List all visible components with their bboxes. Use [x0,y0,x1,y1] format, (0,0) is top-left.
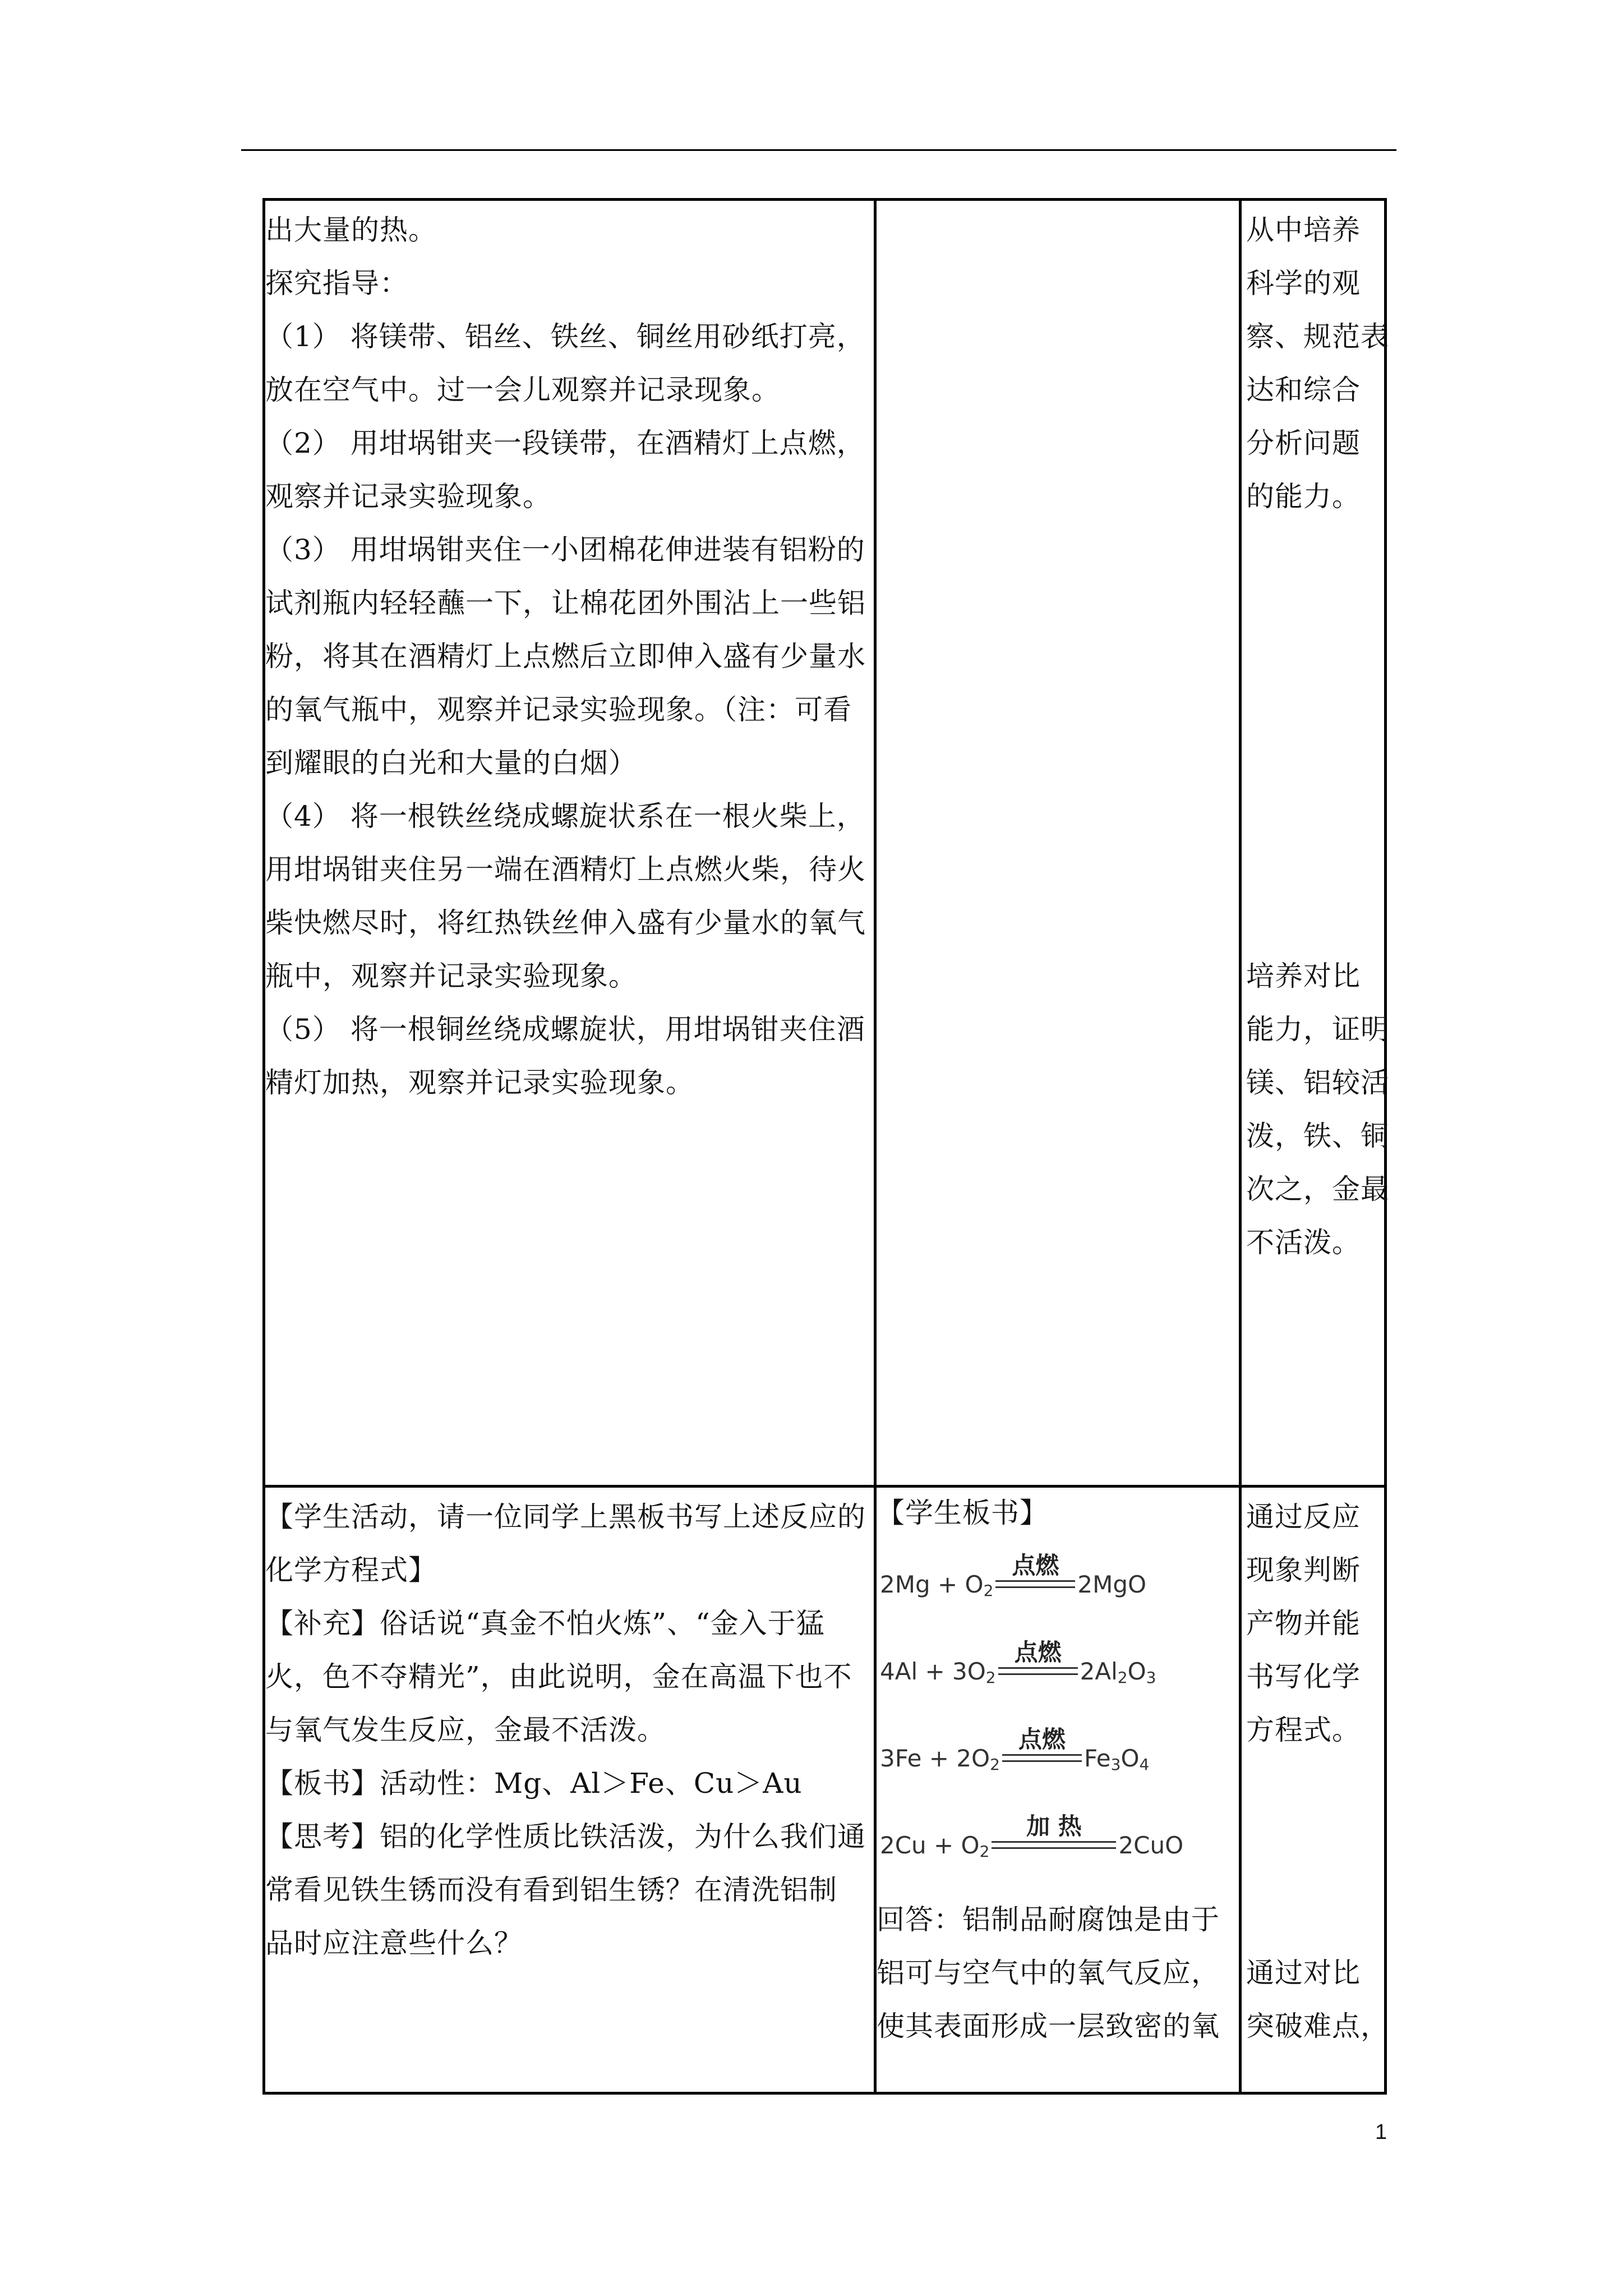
table-row [264,200,1386,1487]
text-line: 到耀眼的白光和大量的白烟） [265,747,637,779]
chemical-equation: $2Cu + O_2$ 加 热 2CuO [880,1829,1183,1862]
page-number: 1 [1375,2120,1387,2144]
text-line: 粉，将其在酒精灯上点燃后立即伸入盛有少量水 [265,640,866,673]
text-line: 火，色不夺精光”，由此说明，金在高温下也不 [265,1660,852,1693]
reaction-condition: 点燃 [996,1655,1080,1688]
text-line: 用坩埚钳夹住另一端在酒精灯上点燃火柴，待火 [265,853,866,886]
reaction-condition: 点燃 [1000,1742,1084,1775]
text-line: 不活泼。 [1246,1226,1361,1259]
chemical-equation: $4Al + 3O_2$ 点燃 $2Al_2O_3$ [880,1655,1156,1688]
text-line: 探究指导： [265,267,408,300]
text-line: 从中培养 [1246,214,1361,246]
reaction-condition: 加 热 [989,1829,1118,1862]
text-line: 通过对比 [1246,1957,1361,1989]
text-line: （2） 用坩埚钳夹一段镁带，在酒精灯上点燃， [265,427,865,459]
teacher-activity-cell [264,1487,875,2093]
text-line: 回答：铝制品耐腐蚀是由于 [877,1903,1220,1936]
text-line: （4） 将一根铁丝绕成螺旋状系在一根火柴上， [265,800,865,832]
text-line: 科学的观 [1246,267,1361,300]
section-title: 【学生板书】 [877,1497,1048,1529]
design-intent-cell [1241,200,1389,1487]
text-line: 放在空气中。过一会儿观察并记录现象。 [265,374,780,406]
text-line: 镁、铝较活 [1246,1066,1389,1099]
reaction-condition: 点燃 [993,1568,1077,1602]
table-row [264,1487,1386,2093]
text-line: 瓶中，观察并记录实验现象。 [265,960,637,992]
text-line: 柴快燃尽时，将红热铁丝伸入盛有少量水的氧气 [265,907,866,939]
text-line: 出大量的热。 [265,214,437,246]
text-line: 能力，证明 [1246,1013,1389,1046]
text-line: 【思考】铝的化学性质比铁活泼，为什么我们通 [265,1820,866,1853]
text-line: 泼，铁、铜 [1246,1120,1389,1152]
student-activity-cell [875,1487,1241,2093]
text-line: 【学生活动，请一位同学上黑板书写上述反应的 [265,1501,866,1533]
text-line: 达和综合 [1246,374,1361,406]
text-line: 突破难点， [1246,2010,1389,2042]
text-line: 通过反应 [1246,1501,1361,1533]
text-line: 常看见铁生锈而没有看到铝生锈？在清洗铝制 [265,1874,837,1906]
text-line: 的能力。 [1246,480,1361,513]
student-activity-cell [875,200,1241,1487]
text-line: 书写化学 [1246,1660,1361,1693]
teacher-activity-cell [264,200,875,1487]
text-line: 与氧气发生反应，金最不活泼。 [265,1714,666,1746]
text-line: 使其表面形成一层致密的氧 [877,2010,1220,2042]
design-intent-cell [1241,1487,1389,2093]
header-rule [241,149,1396,151]
text-line: （5） 将一根铜丝绕成螺旋状，用坩埚钳夹住酒 [265,1013,865,1046]
text-line: 【板书】活动性：Mg、Al＞Fe、Cu＞Au [265,1767,803,1800]
text-line: 的氧气瓶中，观察并记录实验现象。（注：可看 [265,693,852,726]
text-line: 培养对比 [1246,960,1361,992]
chemical-equation: $3Fe + 2O_2$ 点燃 $Fe_3O_4$ [880,1742,1149,1775]
text-line: 试剂瓶内轻轻蘸一下，让棉花团外围沾上一些铝 [265,587,866,619]
text-line: 分析问题 [1246,427,1361,459]
text-line: 铝可与空气中的氧气反应， [877,1957,1220,1989]
text-line: 化学方程式】 [265,1554,437,1586]
text-line: 产物并能 [1246,1607,1361,1640]
text-line: 方程式。 [1246,1714,1361,1746]
text-line: 现象判断 [1246,1554,1361,1586]
text-line: 【补充】俗话说“真金不怕火炼”、“金入于猛 [265,1607,825,1640]
text-line: （3） 用坩埚钳夹住一小团棉花伸进装有铝粉的 [265,533,865,566]
text-line: 察、规范表 [1246,320,1389,353]
chemical-equation: $2Mg + O_2$ 点燃 2MgO [880,1568,1146,1602]
text-line: 品时应注意些什么？ [265,1927,523,1959]
lesson-plan-table [262,198,1387,2095]
text-line: （1） 将镁带、铝丝、铁丝、铜丝用砂纸打亮， [265,320,865,353]
text-line: 精灯加热，观察并记录实验现象。 [265,1066,694,1099]
text-line: 观察并记录实验现象。 [265,480,551,513]
text-line: 次之，金最 [1246,1173,1389,1205]
